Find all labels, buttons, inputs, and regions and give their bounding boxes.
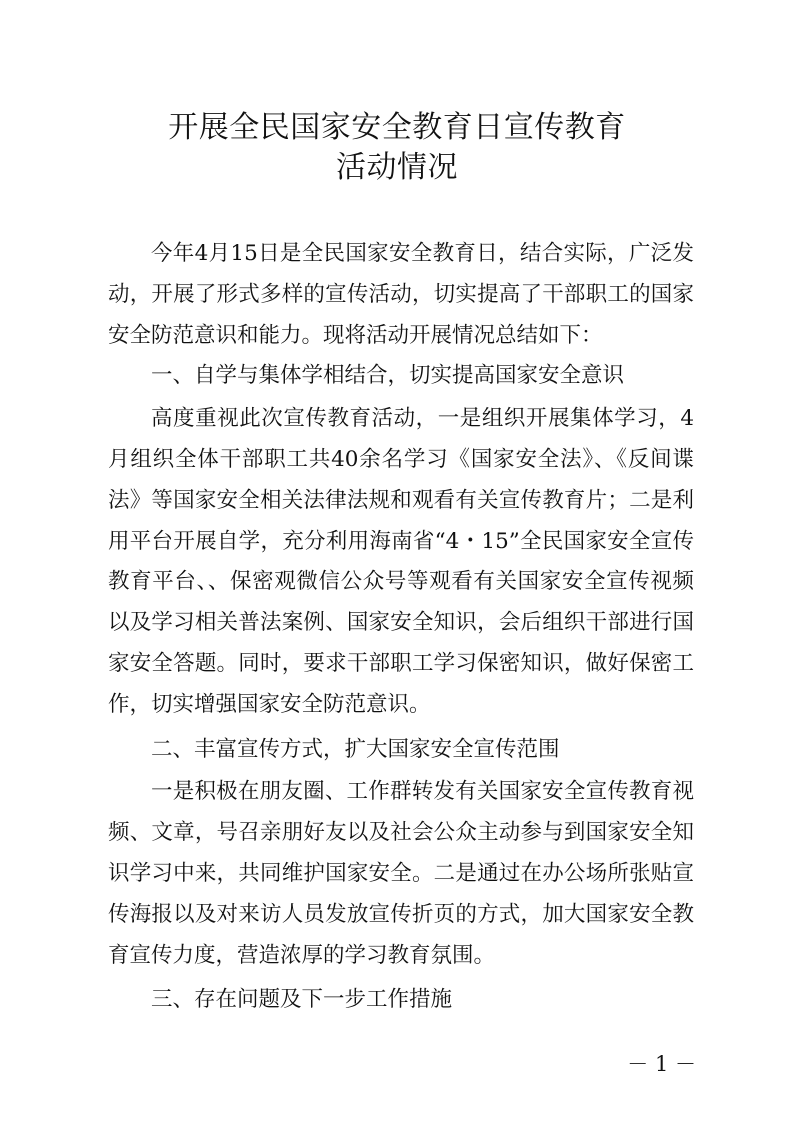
document-title-line-1: 开展全民国家安全教育日宣传教育 <box>168 110 626 145</box>
document-body <box>108 234 694 1021</box>
intro-paragraph: 今年4月15日是全民国家安全教育日，结合实际，广泛发动，开展了形式多样的宣传活动，切实提高了干部职工的国家安全防范意识和能力。现将活动开展情况总结如下： <box>108 241 694 348</box>
section-heading-3: 三、存在问题及下一步工作措施 <box>151 987 453 1013</box>
section-1-paragraph: 高度重视此次宣传教育活动，一是组织开展集体学习，4月组织全体干部职工共40余名学习《国家安全法》、《反间谍法》等国家安全相关法律法规和观看有关宣传教育片；二是利用平台开展自学，充分利用海南省“4・15”全民国家安全宣传教育平台、、保密观微信公众号等观看有关国家安全宣传视频以及学习相关普法案例、国家安全知识，会后组织干部进行国家安全答题。同时，要求干部职工学习保密知识，做好保密工作，切实增强国家安全防范意识。 <box>108 406 694 717</box>
section-heading-2: 二、丰富宣传方式，扩大国家安全宣传范围 <box>151 736 560 762</box>
page-number: － 1 － <box>627 1052 696 1076</box>
document-title-line-2: 活动情况 <box>336 150 458 185</box>
section-heading-1: 一、自学与集体学相结合，切实提高国家安全意识 <box>151 363 625 389</box>
section-2-paragraph: 一是积极在朋友圈、工作群转发有关国家安全宣传教育视频、文章，号召亲朋好友以及社会公众主动参与到国家安全知识学习中来，共同维护国家安全。二是通过在办公场所张贴宣传海报以及对来访人员发放宣传折页的方式，加大国家安全教育宣传力度，营造浓厚的学习教育氛围。 <box>108 779 694 968</box>
